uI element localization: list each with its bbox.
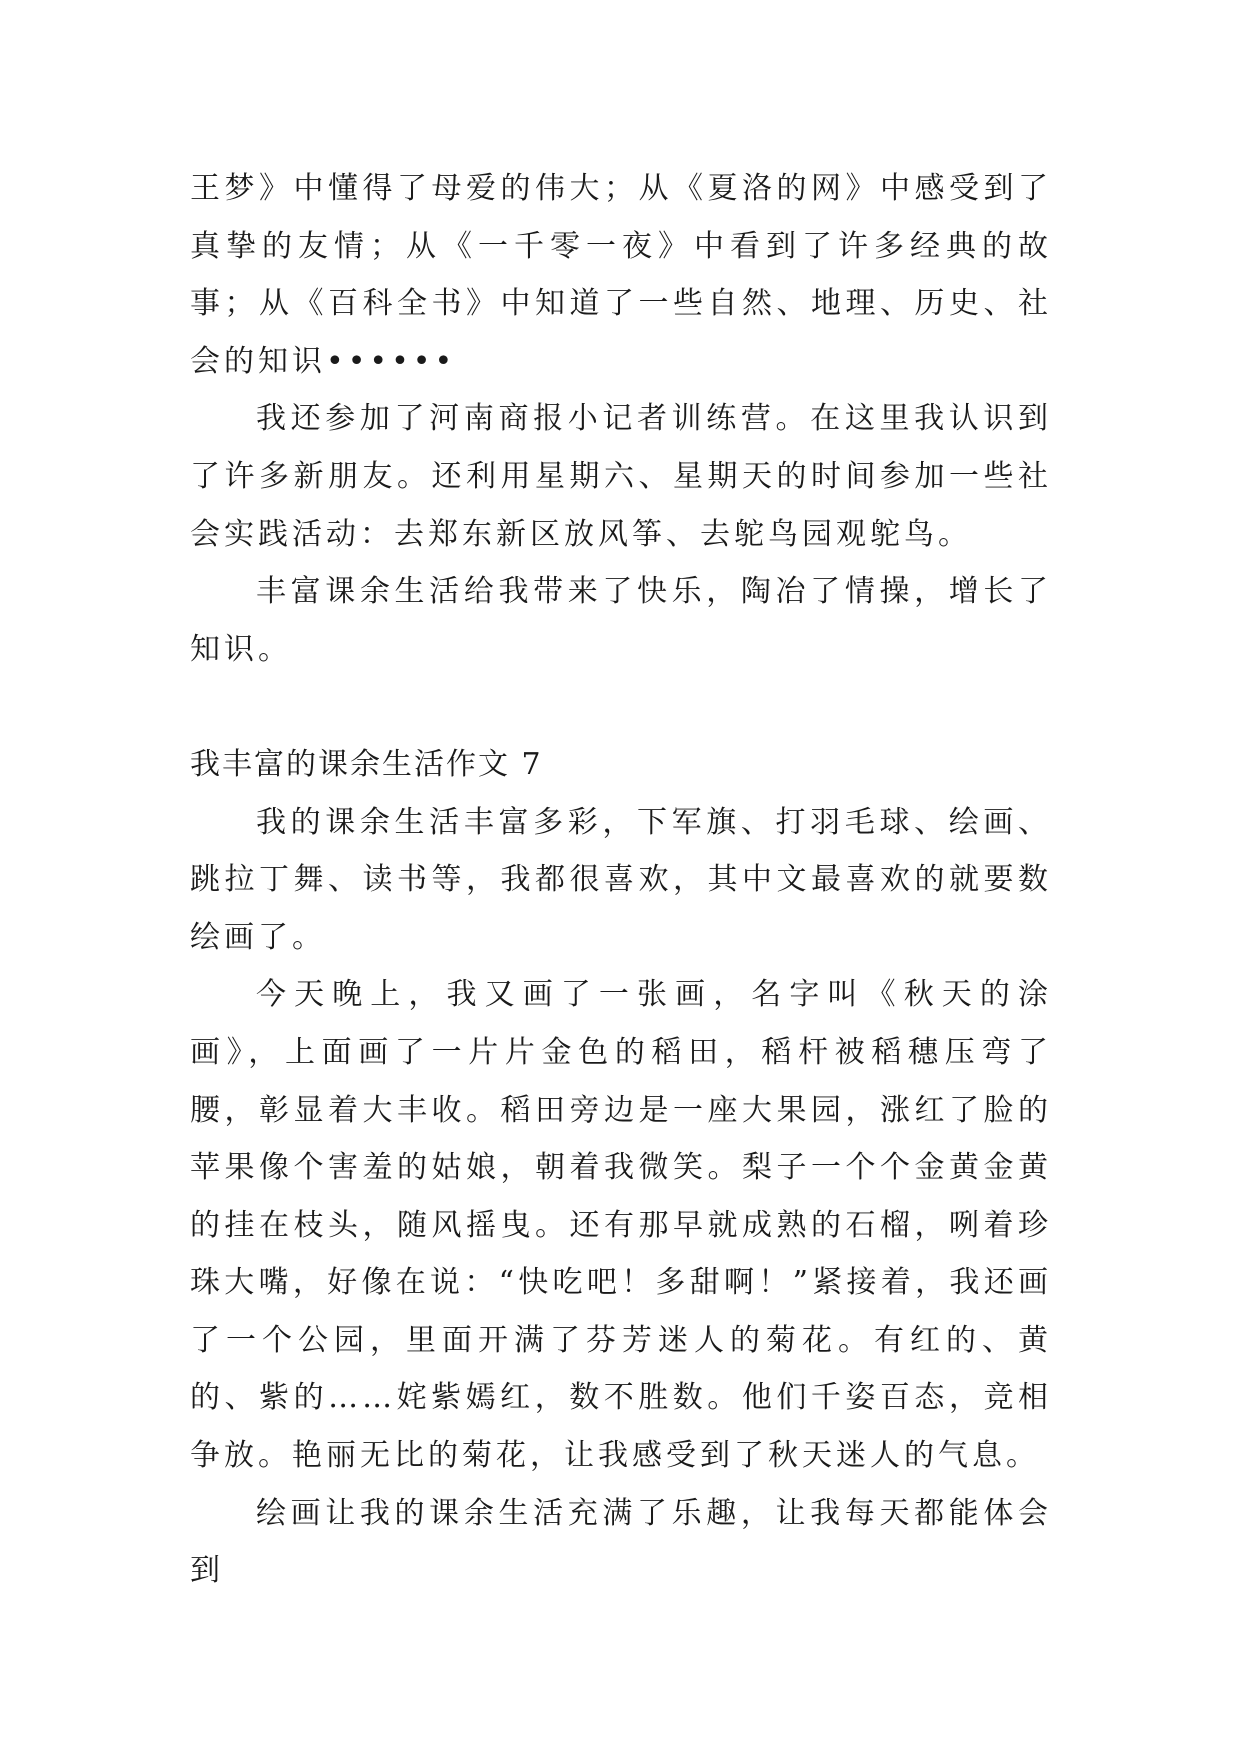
section-spacer bbox=[190, 678, 1052, 736]
section-title: 我丰富的课余生活作文 7 bbox=[190, 746, 543, 782]
paragraph-autumn-painting: 今天晚上，我又画了一张画，名字叫《秋天的涂画》，上面画了一片片金色的稻田，稻杆被稻穗压弯了腰，彰显着大丰收。稻田旁边是一座大果园，涨红了脸的苹果像个害羞的姑娘，朝着我微笑。梨子一个个金黄金黄的挂在枝头，随风摇曳。还有那早就成熟的石榴，咧着珍珠大嘴，好像在说：“快吃吧！多甜啊！”紧接着，我还画了一个公园，里面开满了芬芳迷人的菊花。有红的、黄的、紫的……姹紫嫣红，数不胜数。他们千姿百态，竞相争放。艳丽无比的菊花，让我感受到了秋天迷人的气息。 bbox=[190, 977, 1052, 1474]
document-body bbox=[190, 160, 1052, 1600]
paragraph-conclusion: 丰富课余生活给我带来了快乐，陶冶了情操，增长了知识。 bbox=[190, 574, 1052, 667]
paragraph-reading-list: 王梦》中懂得了母爱的伟大；从《夏洛的网》中感受到了真挚的友情；从《一千零一夜》中看到了许多经典的故事；从《百科全书》中知道了一些自然、地理、历史、社会的知识•••••• bbox=[190, 171, 1052, 379]
paragraph-painting-joy: 绘画让我的课余生活充满了乐趣，让我每天都能体会到 bbox=[190, 1495, 1052, 1589]
paragraph-reporter-camp: 我还参加了河南商报小记者训练营。在这里我认识到了许多新朋友。还利用星期六、星期天的时间参加一些社会实践活动：去郑东新区放风筝、去鸵鸟园观鸵鸟。 bbox=[190, 401, 1052, 552]
paragraph-hobbies: 我的课余生活丰富多彩，下军旗、打羽毛球、绘画、跳拉丁舞、读书等，我都很喜欢，其中文最喜欢的就要数绘画了。 bbox=[190, 804, 1052, 955]
